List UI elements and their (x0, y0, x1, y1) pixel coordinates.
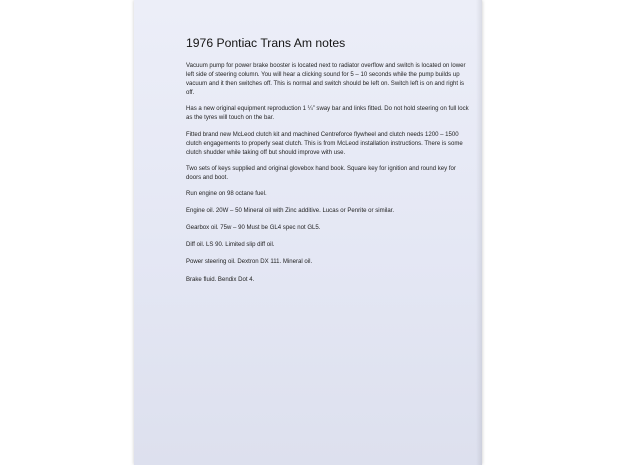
note-engine-oil: Engine oil. 20W – 50 Mineral oil with Zinc additive. Lucas or Penrite or similar. (186, 208, 395, 215)
paper-sheet (134, 0, 482, 465)
note-fuel: Run engine on 98 octane fuel. (186, 191, 267, 198)
note-gearbox-oil: Gearbox oil. 75w – 90 Must be GL4 spec not GL5. (186, 225, 321, 232)
note-vacuum-pump: Vacuum pump for power brake booster is located next to radiator overflow and switch is located on lower left side of steering column. You will hear a clicking sound for 5 – 10 seconds while the pump builds up vacuum and it then switches off. This is normal and switch should be left on. Switch left is on and right is off. (186, 63, 466, 97)
note-power-steering-oil: Power steering oil. Dextron DX 111. Mineral oil. (186, 259, 313, 266)
document-title: 1976 Pontiac Trans Am notes (186, 36, 346, 50)
paper-edge-shadow (476, 0, 482, 465)
note-clutch: Fitted brand new McLeod clutch kit and machined Centreforce flywheel and clutch needs 1200 – 1500 clutch engagements to properly seat clutch. This is from McLeod installation instructions. There is some clutch shudder while taking off but should improve with use. (186, 131, 463, 156)
note-diff-oil: Diff oil. LS 90. Limited slip diff oil. (186, 242, 275, 249)
note-brake-fluid: Brake fluid. Bendix Dot 4. (186, 276, 255, 283)
note-sway-bar: Has a new original equipment reproduction 1 ¼” sway bar and links fitted. Do not hold steering on full lock as the tyres will touch on the bar. (186, 106, 469, 122)
note-keys: Two sets of keys supplied and original glovebox hand book. Square key for ignition and round key for doors and boot. (186, 165, 456, 181)
notes-content (186, 36, 472, 293)
